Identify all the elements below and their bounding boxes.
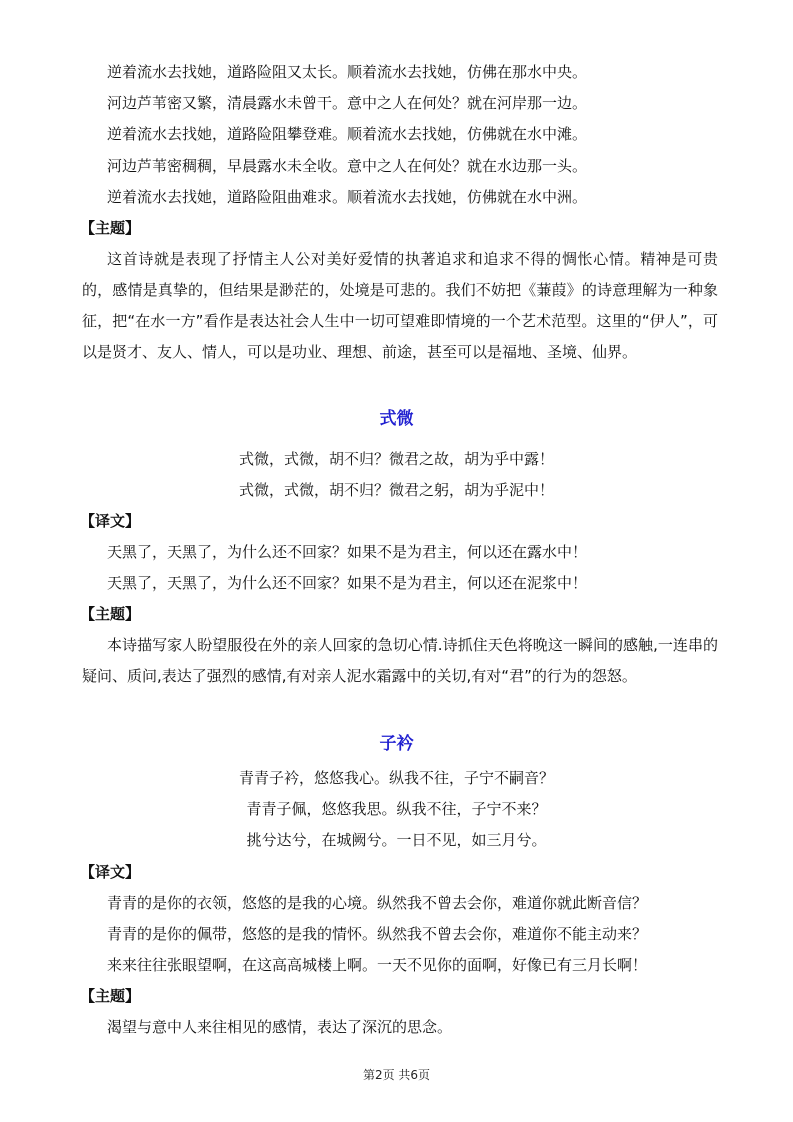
poem-title: 式微 xyxy=(379,409,414,429)
poem-line: 青青子衿，悠悠我心。纵我不往，子宁不嗣音？ xyxy=(238,769,554,787)
poem-title: 子衿 xyxy=(379,734,414,754)
theme-label: 【主题】 xyxy=(80,987,141,1005)
poem-line: 挑兮达兮，在城阙兮。一日不见，如三月兮。 xyxy=(246,831,547,849)
translation-line: 天黑了，天黑了，为什么还不回家？如果不是为君主，何以还在露水中！ xyxy=(107,543,588,561)
page-number: 第2页 共6页 xyxy=(362,1068,431,1082)
translation-label: 【译文】 xyxy=(80,863,141,881)
theme-label: 【主题】 xyxy=(80,605,141,623)
theme-paragraph: 渴望与意中人来往相见的感情，表达了深沉的思念。 xyxy=(107,1018,453,1036)
translation-line: 天黑了，天黑了，为什么还不回家？如果不是为君主，何以还在泥浆中！ xyxy=(107,574,588,592)
translation-label: 【译文】 xyxy=(80,512,141,530)
translation-line: 青青的是你的衣领，悠悠的是我的心境。纵然我不曾去会你，难道你就此断音信？ xyxy=(107,894,648,912)
translation-line: 河边芦苇密稠稠，早晨露水未全收。意中之人在何处？就在水边那一头。 xyxy=(107,157,588,175)
theme-paragraph: 本诗描写家人盼望服役在外的亲人回家的急切心情.诗抓住天色将晚这一瞬间的感触,一连串的疑问、质问,表达了强烈的感情,有对亲人泥水霜露中的关切,有对“君”的行为的怨怒。 xyxy=(82,636,718,685)
translation-line: 青青的是你的佩带，悠悠的是我的情怀。纵然我不曾去会你，难道你不能主动来？ xyxy=(107,925,648,943)
translation-line: 逆着流水去找她，道路险阻攀登难。顺着流水去找她，仿佛就在水中滩。 xyxy=(107,125,588,143)
poem-line: 式微，式微，胡不归？微君之躬，胡为乎泥中！ xyxy=(238,481,554,499)
theme-paragraph: 这首诗就是表现了抒情主人公对美好爱情的执著追求和追求不得的惆怅心情。精神是可贵的，感情是真挚的，但结果是渺茫的，处境是可悲的。我们不妨把《蒹葭》的诗意理解为一种象征，把“在水一方”看作是表达社会人生中一切可望难即情境的一个艺术范型。这里的“伊人”，可以是贤才、友人、情人，可以是功业、理想、前途，甚至可以是福地、圣境、仙界。 xyxy=(82,250,718,361)
poem-line: 青青子佩，悠悠我思。纵我不往，子宁不来？ xyxy=(246,800,547,818)
translation-line: 逆着流水去找她，道路险阻曲难求。顺着流水去找她，仿佛就在水中洲。 xyxy=(107,188,588,206)
theme-label: 【主题】 xyxy=(80,219,141,237)
translation-line: 逆着流水去找她，道路险阻又太长。顺着流水去找她，仿佛在那水中央。 xyxy=(107,63,588,81)
poem-line: 式微，式微，胡不归？微君之故，胡为乎中露！ xyxy=(238,450,554,468)
translation-line: 河边芦苇密又繁，清晨露水未曾干。意中之人在何处？就在河岸那一边。 xyxy=(107,94,588,112)
translation-line: 来来往往张眼望啊，在这高高城楼上啊。一天不见你的面啊，好像已有三月长啊！ xyxy=(107,956,648,974)
